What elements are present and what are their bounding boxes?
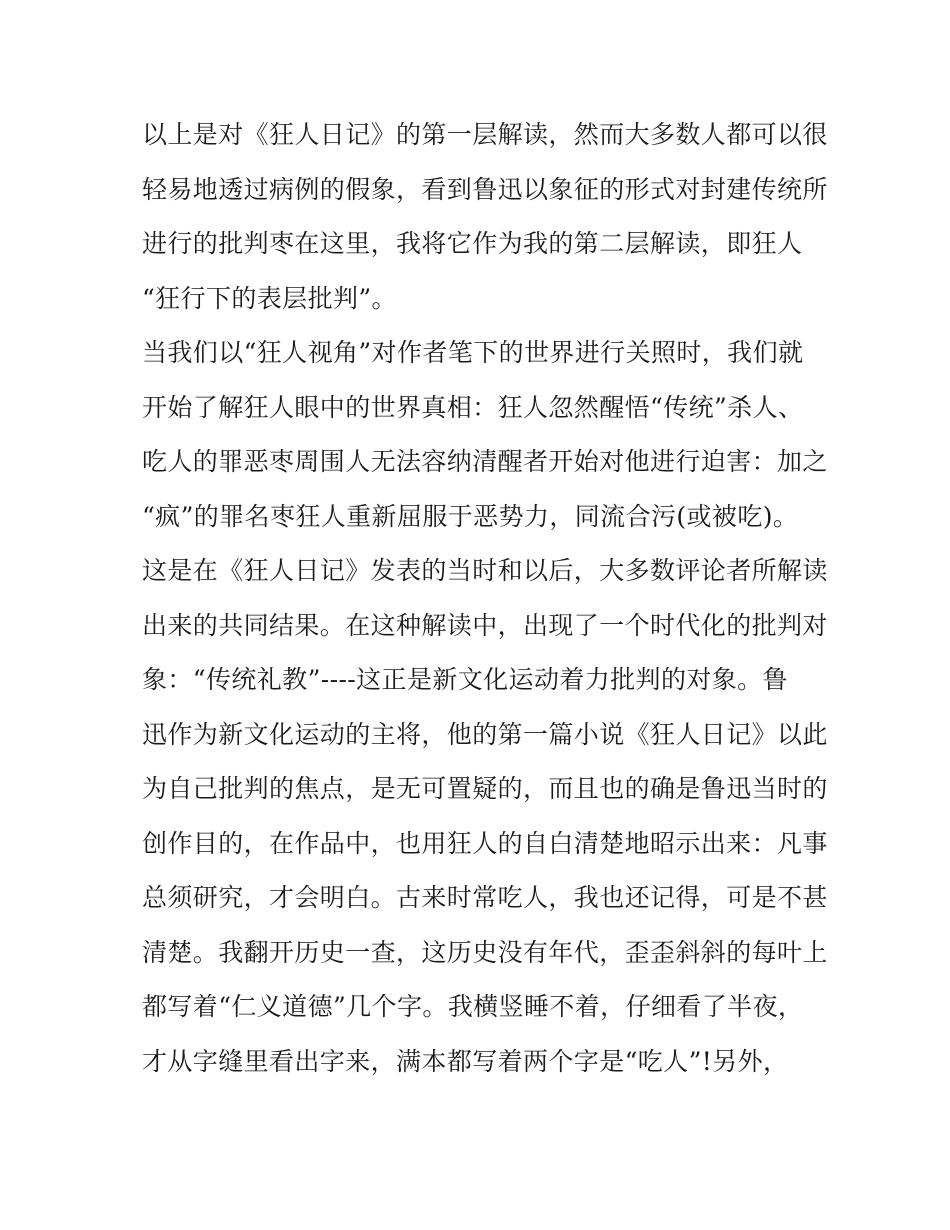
text-line: 清楚。我翻开历史一查，这历史没有年代，歪歪斜斜的每叶上: [142, 937, 828, 967]
document-body: [142, 108, 828, 1089]
text-line: 才从字缝里看出字来，满本都写着两个字是“吃人”!另外，: [142, 1046, 789, 1076]
text-line: 象：“传统礼教”----这正是新文化运动着力批判的对象。鲁: [142, 665, 788, 694]
text-line: 吃人的罪恶枣周围人无法容纳清醒者开始对他进行迫害：加之: [142, 447, 828, 476]
text-line: 开始了解狂人眼中的世界真相：狂人忽然醒悟“传统”杀人、: [142, 392, 804, 422]
text-line: 进行的批判枣在这里，我将它作为我的第二层解读，即狂人: [142, 229, 803, 258]
text-line: 出来的共同结果。在这种解读中，出现了一个时代化的批判对: [142, 610, 828, 640]
text-line: 当我们以“狂人视角”对作者笔下的世界进行关照时，我们就: [142, 338, 804, 367]
text-line: 总须研究，才会明白。古来时常吃人，我也还记得，可是不甚: [142, 883, 828, 912]
text-line: 创作目的，在作品中，也用狂人的自白清楚地昭示出来：凡事: [142, 828, 828, 858]
text-line: 这是在《狂人日记》发表的当时和以后，大多数评论者所解读: [142, 556, 828, 585]
text-line: 以上是对《狂人日记》的第一层解读，然而大多数人都可以很: [142, 120, 828, 149]
text-line: “狂行下的表层批判”。: [142, 283, 397, 313]
text-line: 都写着“仁义道德”几个字。我横竖睡不着，仔细看了半夜，: [142, 992, 804, 1021]
text-line: 轻易地透过病例的假象，看到鲁迅以象征的形式对封建传统所: [142, 174, 828, 204]
text-line: 为自己批判的焦点，是无可置疑的，而且也的确是鲁迅当时的: [142, 774, 828, 803]
text-line: “疯”的罪名枣狂人重新屈服于恶势力，同流合污(或被吃)。: [142, 501, 799, 531]
text-line: 迅作为新文化运动的主将，他的第一篇小说《狂人日记》以此: [142, 719, 828, 749]
